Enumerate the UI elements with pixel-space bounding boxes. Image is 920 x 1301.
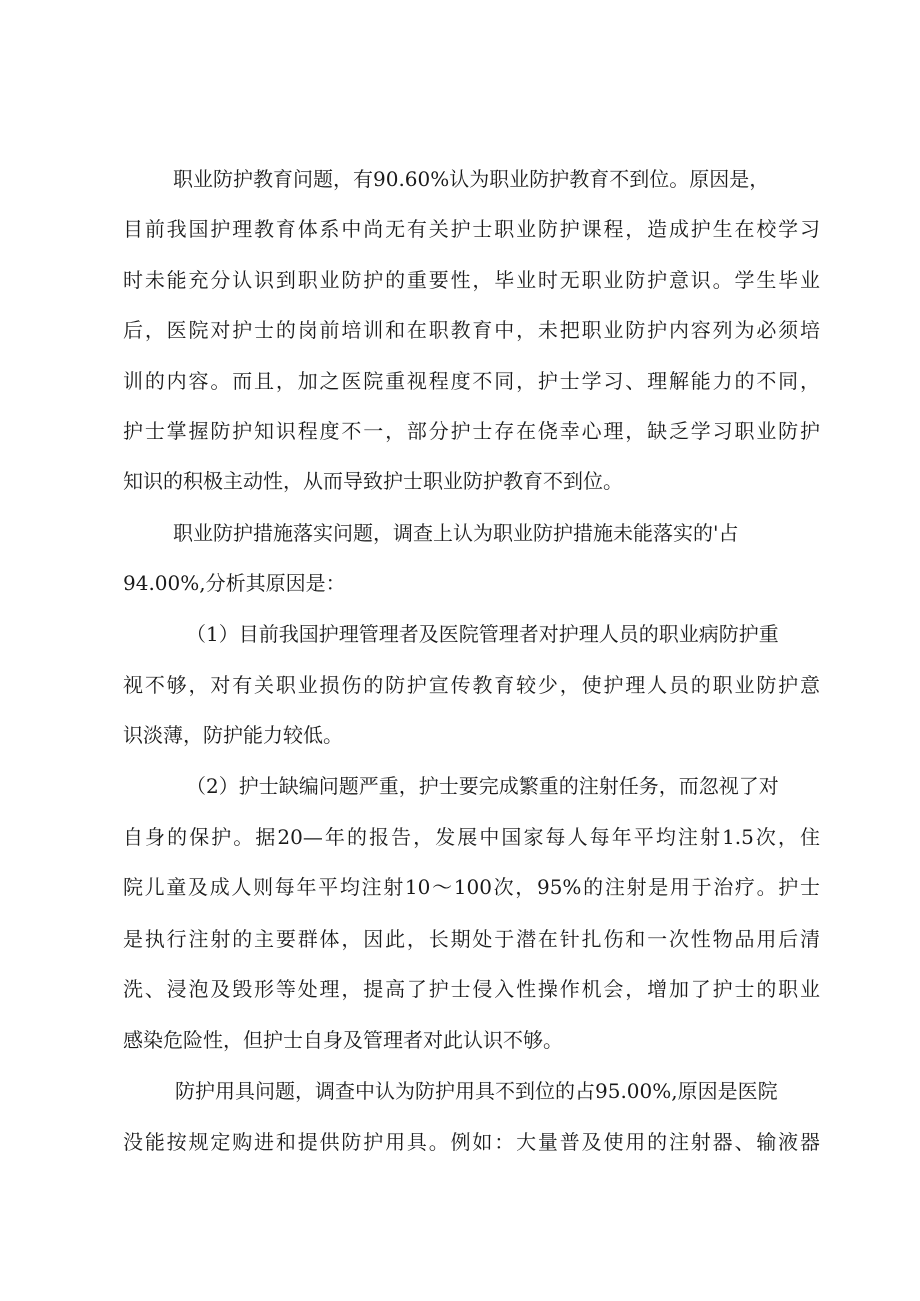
paragraph-1-line-1: 职业防护教育问题，有90.60%认为职业防护教育不到位。原因是， bbox=[173, 167, 770, 191]
paragraph-3-line-2: 视不够，对有关职业损伤的防护宣传教育较少，使护理人员的职业防护意 bbox=[123, 673, 820, 697]
paragraph-4-line-1: （2）护士缺编问题严重，护士要完成繁重的注射任务，而忽视了对 bbox=[186, 774, 779, 798]
paragraph-2-line-1: 职业防护措施落实问题，调查上认为职业防护措施未能落实的'占 bbox=[173, 521, 739, 545]
paragraph-4-line-2: 自身的保护。据20—年的报告，发展中国家每人每年平均注射1.5次，住 bbox=[123, 825, 820, 849]
paragraph-4-line-6: 感染危险性，但护士自身及管理者对此认识不够。 bbox=[123, 1028, 563, 1052]
paragraph-1-line-4: 后，医院对护士的岗前培训和在职教育中，未把职业防护内容列为必须培 bbox=[123, 318, 820, 342]
paragraph-1-line-5: 训的内容。而且，加之医院重视程度不同，护士学习、理解能力的不同， bbox=[123, 369, 820, 393]
paragraph-3-line-1: （1）目前我国护理管理者及医院管理者对护理人员的职业病防护重 bbox=[186, 622, 779, 646]
paragraph-4-line-4: 是执行注射的主要群体，因此，长期处于潜在针扎伤和一次性物品用后清 bbox=[123, 927, 820, 951]
paragraph-5-line-1: 防护用具问题，调查中认为防护用具不到位的占95.00%,原因是医院 bbox=[175, 1079, 778, 1103]
paragraph-1-line-2: 目前我国护理教育体系中尚无有关护士职业防护课程，造成护生在校学习 bbox=[123, 217, 820, 241]
paragraph-4-line-5: 洗、浸泡及毁形等处理，提高了护士侵入性操作机会，增加了护士的职业 bbox=[123, 977, 820, 1001]
paragraph-2-line-2: 94.00%,分析其原因是： bbox=[123, 571, 346, 595]
paragraph-3-line-3: 识淡薄，防护能力较低。 bbox=[123, 723, 343, 747]
paragraph-1-line-6: 护士掌握防护知识程度不一，部分护士存在侥幸心理，缺乏学习职业防护 bbox=[123, 419, 820, 443]
paragraph-1-line-7: 知识的积极主动性，从而导致护士职业防护教育不到位。 bbox=[123, 469, 623, 493]
paragraph-5-line-2: 没能按规定购进和提供防护用具。例如：大量普及使用的注射器、输液器 bbox=[123, 1130, 820, 1154]
paragraph-4-line-3: 院儿童及成人则每年平均注射10～100次，95%的注射是用于治疗。护士 bbox=[123, 875, 820, 899]
paragraph-1-line-3: 时未能充分认识到职业防护的重要性，毕业时无职业防护意识。学生毕业 bbox=[123, 268, 820, 292]
